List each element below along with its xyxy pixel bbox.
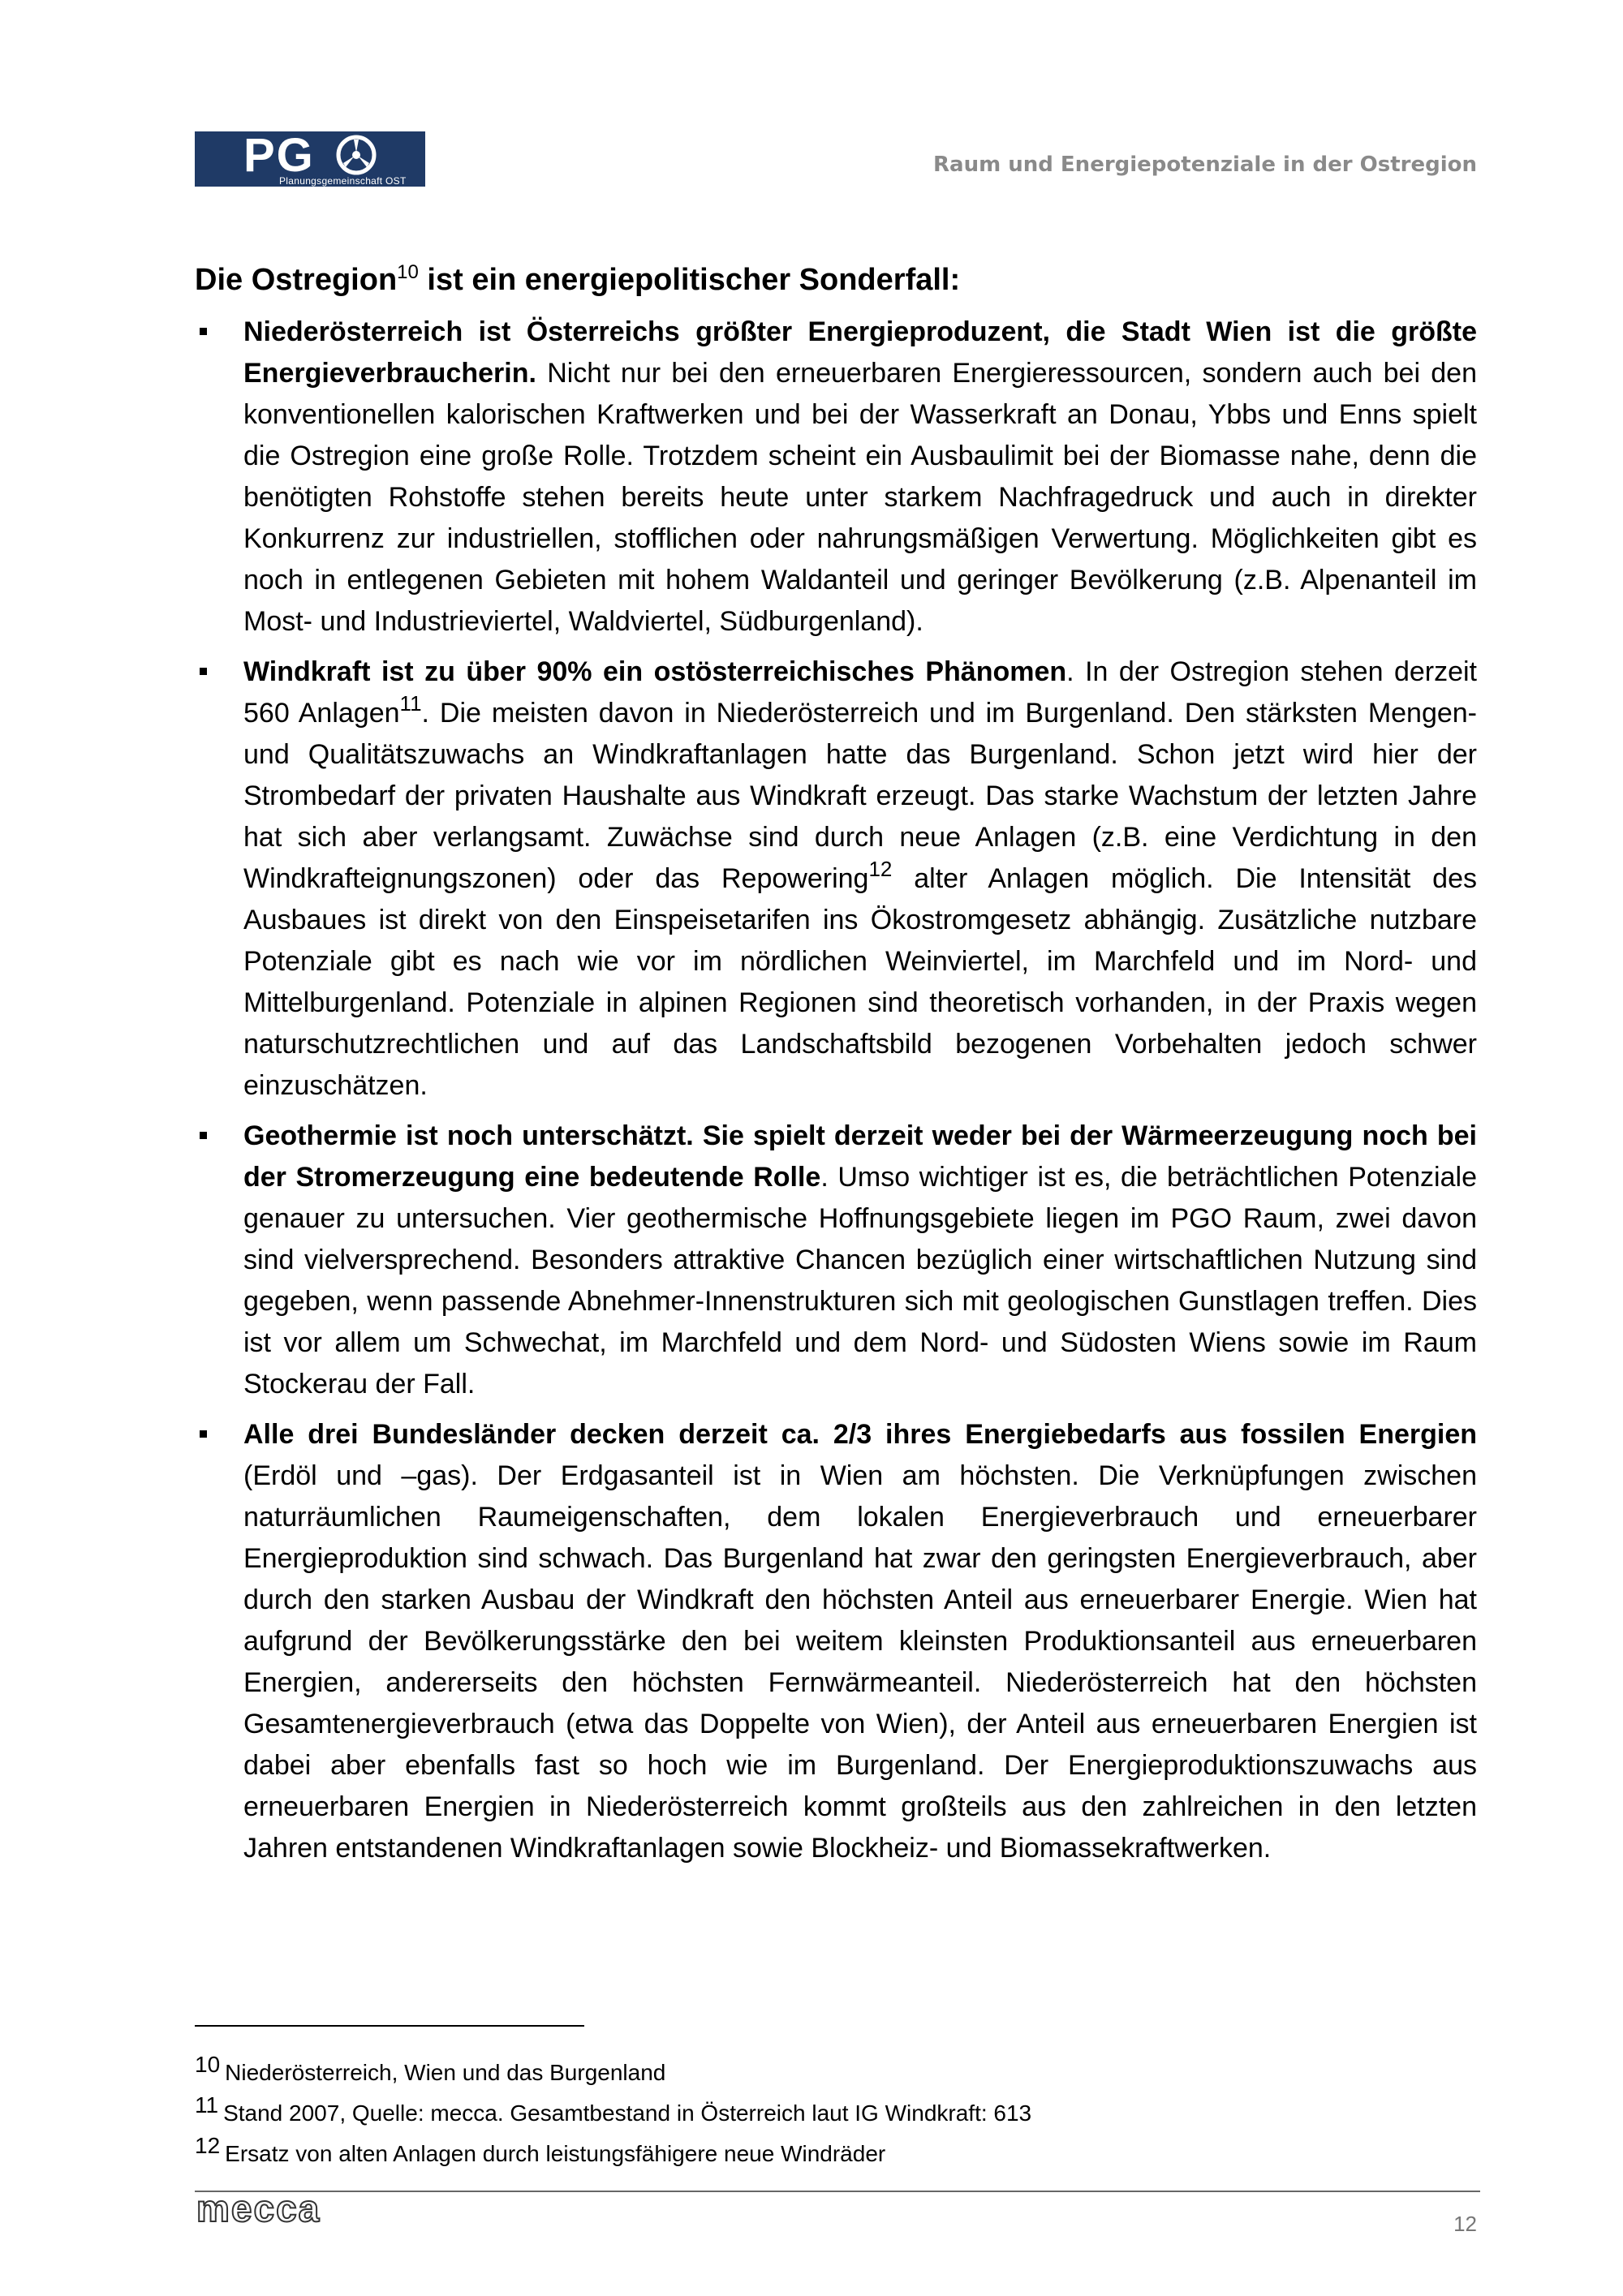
bullet-square-icon (200, 1132, 207, 1139)
footnote-ref-12[interactable]: 12 (868, 857, 893, 881)
list-item (195, 1414, 1477, 1869)
footer-divider (195, 2191, 1480, 2192)
footnote-number: 12 (195, 2133, 221, 2158)
heading-text-rest: ist ein energiepolitischer Sonderfall: (418, 263, 961, 297)
footnote-ref-11[interactable]: 11 (399, 691, 422, 716)
footnotes (195, 2053, 1477, 2174)
mecca-logo (195, 2191, 373, 2229)
list-item (195, 651, 1477, 1107)
page-number: 12 (1453, 2212, 1477, 2236)
list-item (195, 1116, 1477, 1405)
section-heading (195, 261, 960, 298)
footnote-number: 11 (195, 2092, 219, 2118)
header-title: Raum und Energiepotenziale in der Ostregion (933, 153, 1477, 177)
bullet-list (195, 312, 1477, 1878)
logo-letters: PG (243, 131, 315, 182)
bullet-text: alter Anlagen möglich. Die Intensität des Ausbaues ist direkt von den Einspeisetarifen ins Ökostromgesetz abhängig. Zusätzliche nutzbare Potenziale gibt es nach wie vor im nördlichen Weinviertel, im Marchfeld und im Nord- und Mittelburgenland. Potenziale in alpinen Regionen sind theoretisch vorhanden, in der Praxis wegen naturschutzrechtlichen und auf das Landschaftsbild bezogenen Vorbehalten jedoch schwer einzuschätzen. (243, 863, 1477, 1101)
logo-subtitle: Planungsgemeinschaft OST (279, 175, 407, 187)
bullet-square-icon (200, 328, 207, 335)
heading-text: Die Ostregion (195, 263, 398, 297)
bullet-square-icon (200, 1430, 207, 1438)
bullet-bold-text: Geothermie ist noch unterschätzt. Sie spielt derzeit weder bei der Wärmeerzeugung noch bei der Stromerzeugung eine bedeutende Rolle (243, 1120, 1477, 1193)
footnote-ref-10[interactable]: 10 (397, 261, 419, 283)
pgo-logo (195, 131, 425, 187)
footnote-divider (195, 2025, 584, 2027)
bullet-text: . Umso wichtiger ist es, die beträchtlichen Potenziale genauer zu untersuchen. Vier geothermische Hoffnungsgebiete liegen im PGO Raum, zwei davon sind vielversprechend. Besonders attraktive Chancen bezüglich einer wirtschaftlichen Nutzung sind gegeben, wenn passende Abnehmer-Innenstrukturen sich mit geologischen Gunstlagen treffen. Dies ist vor allem um Schwechat, im Marchfeld und dem Nord- und Südosten Wiens sowie im Raum Stockerau der Fall. (243, 1162, 1477, 1400)
wind-turbine-logo-icon (336, 135, 377, 175)
footnote (195, 2134, 1477, 2174)
footnote-number: 10 (195, 2052, 221, 2077)
bullet-bold-text: Windkraft ist zu über 90% ein ostösterreichisches Phänomen (243, 656, 1067, 687)
bullet-text: (Erdöl und –gas). Der Erdgasanteil ist in Wien am höchsten. Die Verknüpfungen zwischen naturräumlichen Raumeigenschaften, dem lokalen Energieverbrauch und erneuerbarer Energieproduktion sind schwach. Das Burgenland hat zwar den geringsten Energieverbrauch, aber durch den starken Ausbau der Windkraft den höchsten Anteil aus erneuerbarer Energie. Wien hat aufgrund der Bevölkerungsstärke den bei weitem kleinsten Produktionsanteil aus erneuerbaren Energien, andererseits den höchsten Fernwärmeanteil. Niederösterreich hat den höchsten Gesamtenergieverbrauch (etwa das Doppelte von Wien), der Anteil aus erneuerbaren Energien ist dabei aber ebenfalls fast so hoch wie im Burgenland. Der Energieproduktionszuwachs aus erneuerbaren Energien in Niederösterreich kommt großteils aus den zahlreichen in den letzten Jahren entstandenen Windkraftanlagen sowie Blockheiz- und Biomassekraftwerken. (243, 1460, 1477, 1864)
bullet-text: . Die meisten davon in Niederösterreich und im Burgenland. Den stärksten Mengen- und Qualitätszuwachs an Windkraftanlagen hatte das Burgenland. Schon jetzt wird hier der Strombedarf der privaten Haushalte aus Windkraft erzeugt. Das starke Wachstum der letzten Jahre hat sich aber verlangsamt. Zuwächse sind durch neue Anlagen (z.B. eine Verdichtung in den Windkrafteignungszonen) oder das Repowering (243, 698, 1478, 894)
footnote-text: Ersatz von alten Anlagen durch leistungsfähigere neue Windräder (225, 2141, 886, 2166)
footnote-text: Niederösterreich, Wien und das Burgenland (225, 2060, 666, 2085)
bullet-text: . In der Ostregion stehen derzeit 560 Anlagen (243, 656, 1478, 729)
bullet-bold-text: Alle drei Bundesländer decken derzeit ca. 2/3 ihres Energiebedarfs aus fossilen Energien (243, 1419, 1477, 1450)
list-item (195, 312, 1477, 643)
brand-text: mecca (196, 2191, 321, 2229)
footnote-text: Stand 2007, Quelle: mecca. Gesamtbestand in Österreich laut IG Windkraft: 613 (223, 2100, 1032, 2126)
bullet-text: Nicht nur bei den erneuerbaren Energieressourcen, sondern auch bei den konventionellen kalorischen Kraftwerken und bei der Wasserkraft an Donau, Ybbs und Enns spielt die Ostregion eine große Rolle. Trotzdem scheint ein Ausbaulimit bei der Biomasse nahe, denn die benötigten Rohstoffe stehen bereits heute unter starkem Nachfragedruck und auch in direkter Konkurrenz zur industriellen, stofflichen oder nahrungsmäßigen Verwertung. Möglichkeiten gibt es noch in entlegenen Gebieten mit hohem Waldanteil und geringer Bevölkerung (z.B. Alpenanteil im Most- und Industrieviertel, Waldviertel, Südburgenland). (243, 358, 1477, 637)
footnote (195, 2053, 1477, 2093)
bullet-bold-text: Niederösterreich ist Österreichs größter Energieproduzent, die Stadt Wien ist die größte Energieverbraucherin. (243, 316, 1477, 389)
footnote (195, 2093, 1477, 2134)
bullet-square-icon (200, 668, 207, 675)
